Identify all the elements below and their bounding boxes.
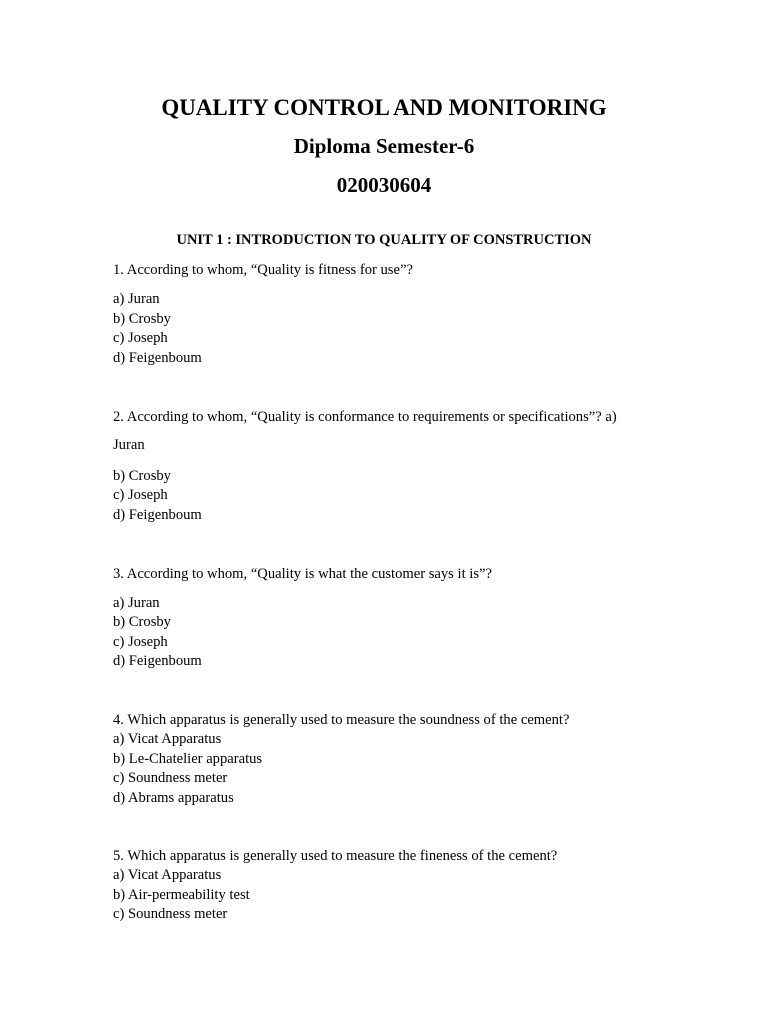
question-2: 2. According to whom, “Quality is conformance to requirements or specifications”? a): [113, 409, 617, 425]
question-4-option-a: a) Vicat Apparatus: [113, 731, 222, 747]
question-2-option-c: c) Joseph: [113, 487, 168, 503]
question-2-option-a: Juran: [113, 437, 145, 453]
question-4: 4. Which apparatus is generally used to measure the soundness of the cement?: [113, 712, 570, 728]
question-1-option-d: d) Feigenboum: [113, 350, 202, 366]
document-subtitle: Diploma Semester-6: [293, 134, 475, 158]
question-4-option-b: b) Le-Chatelier apparatus: [113, 751, 263, 767]
question-5-option-c: c) Soundness meter: [113, 906, 228, 922]
question-3-option-a: a) Juran: [113, 595, 160, 611]
question-1: 1. According to whom, “Quality is fitness for use”?: [113, 262, 413, 278]
question-3-option-d: d) Feigenboum: [113, 653, 202, 669]
question-1-option-b: b) Crosby: [113, 311, 171, 327]
question-5-option-b: b) Air-permeability test: [113, 887, 250, 903]
question-1-option-a: a) Juran: [113, 291, 160, 307]
question-3-option-b: b) Crosby: [113, 614, 171, 630]
question-3: 3. According to whom, “Quality is what the customer says it is”?: [113, 566, 492, 582]
question-4-option-c: c) Soundness meter: [113, 770, 228, 786]
document-title: QUALITY CONTROL AND MONITORING: [161, 95, 607, 120]
subject-code: 020030604: [336, 173, 432, 197]
question-2-option-d: d) Feigenboum: [113, 507, 202, 523]
question-5-option-a: a) Vicat Apparatus: [113, 867, 222, 883]
question-3-option-c: c) Joseph: [113, 634, 168, 650]
question-4-option-d: d) Abrams apparatus: [113, 790, 234, 806]
question-5: 5. Which apparatus is generally used to measure the fineness of the cement?: [113, 848, 558, 864]
question-1-option-c: c) Joseph: [113, 330, 168, 346]
question-2-option-b: b) Crosby: [113, 468, 171, 484]
unit-heading: UNIT 1 : INTRODUCTION TO QUALITY OF CONSTRUCTION: [176, 232, 592, 248]
